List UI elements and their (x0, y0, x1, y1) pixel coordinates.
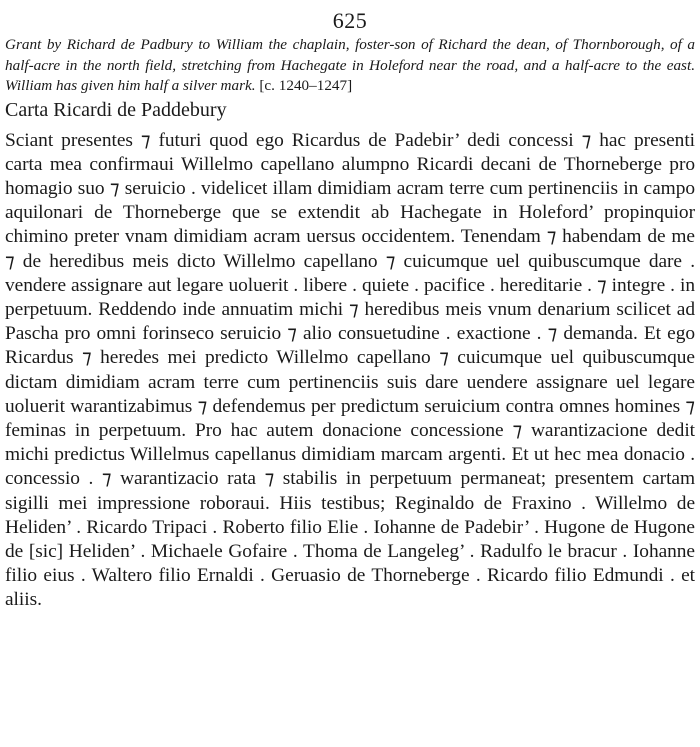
page-number: 625 (332, 8, 368, 33)
document-page (5, 8, 695, 613)
charter-text: Sciant presentes ⁊ futuri quod ego Ricardus de Padebir’ dedi concessi ⁊ hac presenti carta mea confirmaui Willelmo capellano alumpno Ricardi decani de Thorneberge pro homagio suo ⁊ seruicio . videlicet illam dimidiam acram terre cum pertinenciis in campo aquilonari de Thorneberge que se extendit ab Hachegate in Holeford’ propinquior chimino preter vnam dimidiam acram uersus occidentem. Tenendam ⁊ habendam de me ⁊ de heredibus meis dicto Willelmo capellano ⁊ cuicumque uel quibuscumque dare . vendere assignare aut legare uoluerit . libere . quiete . pacifice . hereditarie . ⁊ integre . in perpetuum. Reddendo inde annuatim michi ⁊ heredibus meis vnum denarium scilicet ad Pascha pro omni forinseco seruicio ⁊ alio consuetudine . exactione . ⁊ demanda. Et ego Ricardus ⁊ heredes mei predicto Willelmo capellano ⁊ cuicumque uel quibuscumque dictam dimidiam acram terre cum pertinenciis suis dare uendere assignare uel legare uoluerit warantizabimus ⁊ defendemus per predictum seruicium contra omnes homines ⁊ feminas in perpetuum. Pro hac autem donacione concessione ⁊ warantizacione dedit michi predictus Willelmus capellanus dimidiam marcam argenti. Et ut hec mea donacio . concessio . ⁊ warantizacio rata ⁊ stabilis in perpetuum permaneat; presentem cartam sigilli mei impressione roboraui. Hiis testibus; Reginaldo de Fraxino . Willelmo de Heliden’ . Ricardo Tripaci . Roberto filio Elie . Iohanne de Padebir’ . Hugone de Hugone de [sic] Heliden’ . Michaele Gofaire . Thoma de Langeleg’ . Radulfo le bracur . Iohanne filio eius . Waltero filio Ernaldi . Geruasio de Thorneberge . Ricardo filio Edmundi . et aliis. (5, 129, 695, 611)
summary-date: [c. 1240–1247] (259, 77, 353, 94)
summary-text: Grant by Richard de Padbury to William the chaplain, foster-son of Richard the dean, of Thornborough, of a half-acre in the north field, stretching from Hachegate in Holeford near the road, and a half-acre to the east. William has given him half a silver mark. (5, 36, 695, 94)
charter-title: Carta Ricardi de Paddebury (5, 98, 227, 121)
charter-summary (5, 35, 695, 97)
